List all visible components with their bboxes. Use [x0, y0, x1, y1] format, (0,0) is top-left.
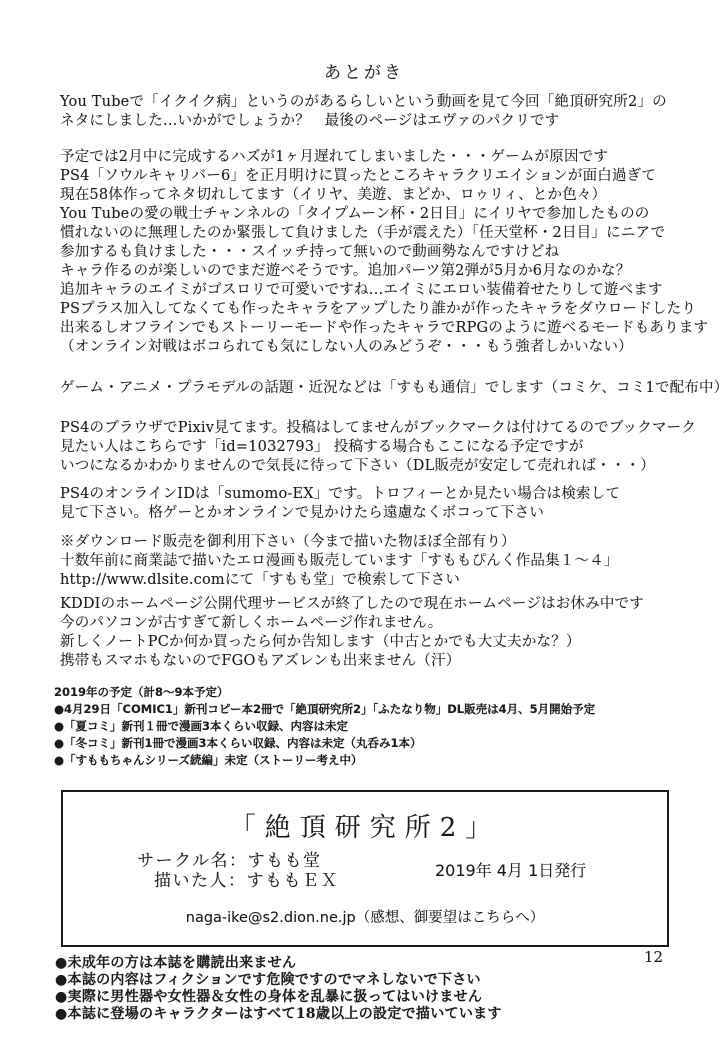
colophon-box: [61, 790, 669, 947]
text-line: PS4「ソウルキャリバー6」を正月明けに買ったところキャラクリエイションが面白過ぎて: [60, 168, 657, 184]
text-line: 慣れないのに無理したのか緊張して負けました（手が震えた）「任天堂杯・2日目」にニアで: [60, 225, 666, 241]
disclaimer-line: ●本誌の内容はフィクションです危険ですのでマネしないで下さい: [55, 972, 481, 988]
text-line: PS4のオンラインIDは「sumomo-EX」です。トロフィーとか見たい場合は検索して: [60, 486, 621, 502]
contact-email: naga-ike@s2.dion.ne.jp（感想、御要望はこちらへ）: [185, 910, 545, 926]
text-line: KDDIのホームページ公開代理サービスが終了したので現在ホームページはお休み中です: [60, 596, 644, 612]
schedule-item: ●4月29日「COMIC1」新刊コピー本2冊で「絶頂研究所2」「ふたなり物」DL販売は4月、5月開始予定: [54, 702, 596, 716]
paragraph-games: [60, 148, 708, 357]
page-title: あとがき: [324, 63, 404, 83]
text-line: 追加キャラのエイミがゴスロリで可愛いですね…エイミにエロい装備着せたりして遊べます: [60, 282, 663, 298]
paragraph-pixiv: [60, 419, 696, 476]
text-line: ※ダウンロード販売を御利用下さい（今まで描いた物ほぼ全部有り）: [60, 534, 516, 550]
text-line: 携帯もスマホもないのでFGOもアズレンも出来ません（汗）: [60, 653, 461, 669]
text-line: PS4のブラウザでPixiv見てます。投稿はしてませんがブックマークは付けてるのでブックマーク: [60, 420, 697, 436]
text-line: PSプラス加入してなくても作ったキャラをアップしたり誰かが作ったキャラをダウロードしたり: [60, 301, 697, 317]
disclaimer-line: ●未成年の方は本誌を購読出来ません: [55, 955, 297, 971]
text-line: 十数年前に商業誌で描いたエロ漫画も販売しています「すももぴんく作品集１～４」: [60, 553, 619, 569]
book-title: 「絶頂研究所2」: [229, 813, 501, 843]
paragraph-dl-sales: [60, 533, 619, 590]
paragraph-newsletter: [60, 379, 728, 398]
text-line: ゲーム・アニメ・プラモデルの話題・近況などは「すもも通信」でします（コミケ、コミ1で配布中）: [60, 380, 728, 396]
text-line: キャラ作るのが楽しいのでまだ遊べそうです。追加パーツ第2弾が5月か6月なのかな？: [60, 263, 631, 279]
circle-name: サークル名：すもも堂: [137, 851, 322, 871]
schedule-2019: [54, 684, 595, 769]
disclaimer-line: ●実際に男性器や女性器＆女性の身体を乱暴に扱ってはいけません: [55, 989, 483, 1005]
paragraph-homepage: [60, 595, 644, 671]
text-line: 今のパソコンが古すぎて新しくホームページ作れません。: [60, 615, 443, 631]
text-line: 参加するも負けました・・・スイッチ持って無いので動画勢なんですけどね: [60, 244, 560, 260]
text-line: 見たい人はこちらです「id=1032793」 投稿する場合もここになる予定ですが: [60, 439, 584, 455]
text-line: 現在58体作ってネタ切れしてます（イリヤ、美遊、まどか、ロゥリィ、とか色々）: [60, 187, 607, 203]
text-line: 出来るしオフラインでもストーリーモードや作ったキャラでRPGのように遊べるモードもあります: [60, 320, 709, 336]
text-line: 予定では2月中に完成するハズが1ヶ月遅れてしまいました・・・ゲームが原因です: [60, 149, 609, 165]
disclaimer-notes: [55, 955, 502, 1023]
circle-and-artist: [137, 851, 339, 891]
paragraph-intro: [60, 93, 667, 131]
text-line: http://www.dlsite.comにて「すもも堂」で検索して下さい: [60, 572, 461, 588]
schedule-item: ●「すももちゃんシリーズ続編」未定（ストーリー考え中）: [54, 753, 363, 767]
text-line: 新しくノートPCか何か買ったら何か告知します（中古とかでも大丈夫かな？）: [60, 634, 581, 650]
text-line: ネタにしました…いかがでしょうか？ 最後のページはエヴァのパクリです: [60, 113, 560, 129]
text-line: 見て下さい。格ゲーとかオンラインで見かけたら遠慮なくボコって下さい: [60, 505, 545, 521]
text-line: （オンライン対戦はボコられても気にしない人のみどうぞ・・・もう強者しかいない）: [60, 339, 633, 355]
text-line: You Tubeで「イクイク病」というのがあるらしいという動画を見て今回「絶頂研究所2」の: [60, 94, 667, 110]
schedule-item: ●「冬コミ」新刊1冊で漫画3本くらい収録、内容は未定（丸呑み1本）: [54, 736, 422, 750]
artist-name: 描いた人：すももＥＸ: [154, 871, 339, 891]
disclaimer-line: ●本誌に登場のキャラクターはすべて18歳以上の設定で描いています: [55, 1006, 502, 1022]
text-line: いつになるかわかりませんので気長に待って下さい（DL販売が安定して売れれば・・・）: [60, 458, 655, 474]
paragraph-online-id: [60, 485, 620, 523]
page-number: 12: [644, 948, 664, 966]
schedule-item: ●「夏コミ」新刊１冊で漫画3本くらい収録、内容は未定: [54, 719, 349, 733]
schedule-heading: 2019年の予定（計8～9本予定）: [54, 685, 229, 699]
text-line: You Tubeの愛の戦士チャンネルの「タイプムーン杯・2日目」にイリヤで参加したものの: [60, 206, 650, 222]
publish-date: 2019年 4月 1日発行: [435, 861, 587, 880]
